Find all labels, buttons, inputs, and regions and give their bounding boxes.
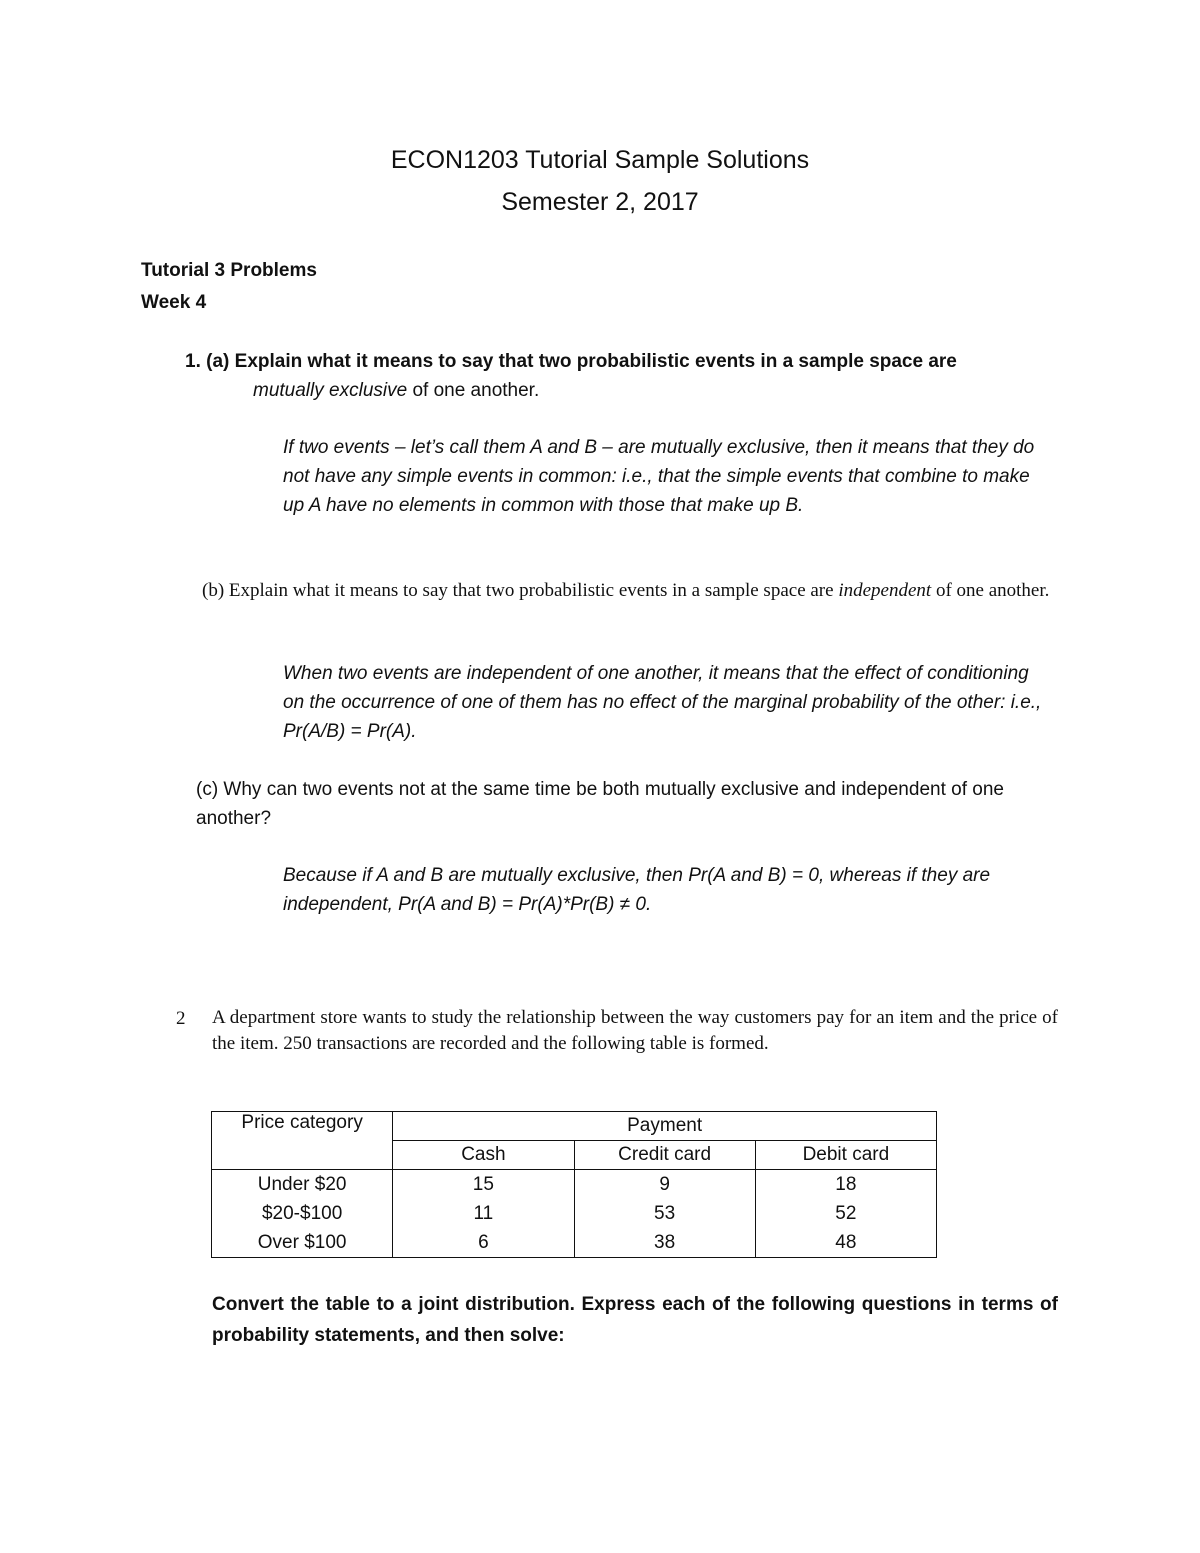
table-row [212, 1170, 937, 1200]
table-cell: 52 [755, 1199, 936, 1228]
answer-1a: If two events – let’s call them A and B – are mutually exclusive, then it means that they do not have any simple events in common: i.e., that the simple events that combine to make up A have no elements in common with those that make up B. [283, 437, 1035, 516]
question-number: 1. [185, 351, 201, 372]
question-2-instruction: Convert the table to a joint distribution. Express each of the following questions in terms of probability statements, and then solve: [212, 1294, 1058, 1346]
row-header-cell [212, 1112, 393, 1170]
table-cell: 48 [755, 1228, 936, 1258]
document-title: ECON1203 Tutorial Sample Solutions [390, 146, 810, 174]
question-1b [202, 577, 1058, 604]
column-header: Debit card [755, 1141, 936, 1170]
column-header: Cash [393, 1141, 574, 1170]
term-mutually-exclusive: mutually exclusive [253, 380, 408, 401]
table-cell: 18 [755, 1170, 936, 1200]
table-cell: 9 [574, 1170, 755, 1200]
answer-1b: When two events are independent of one another, it means that the effect of conditioning on the occurrence of one of them has no effect of the marginal probability of the other: i.e., Pr(A/B) = Pr(A). [283, 663, 1042, 742]
question-2-text: A department store wants to study the relationship between the way customers pay for an item and the price of the item. 250 transactions are recorded and the following table is formed. [212, 1007, 1058, 1054]
table-row [212, 1228, 937, 1258]
section-heading: Tutorial 3 Problems [141, 260, 317, 281]
row-header: Price category [241, 1112, 363, 1133]
question-1c: (c) Why can two events not at the same time be both mutually exclusive and independent of one another? [196, 779, 1004, 829]
answer-1c: Because if A and B are mutually exclusive, then Pr(A and B) = 0, whereas if they are independent, Pr(A and B) = Pr(A)*Pr(B) ≠ 0. [283, 865, 991, 915]
table-cell: 6 [393, 1228, 574, 1258]
question-1a-text: (a) Explain what it means to say that two probabilistic events in a sample space are [206, 351, 957, 372]
question-1a-continued [253, 376, 539, 405]
question-1a-rest: of one another. [407, 380, 540, 401]
term-independent: independent [838, 580, 932, 601]
table-cell: 38 [574, 1228, 755, 1258]
question-1a [185, 347, 1065, 376]
group-header-cell [393, 1112, 937, 1141]
group-header: Payment [627, 1115, 703, 1136]
table-cell: 15 [393, 1170, 574, 1200]
table-cell: 53 [574, 1199, 755, 1228]
question-1b-text: (b) Explain what it means to say that two probabilistic events in a sample space are [202, 580, 839, 601]
column-header: Credit card [574, 1141, 755, 1170]
table-row [212, 1199, 937, 1228]
table-cell: 11 [393, 1199, 574, 1228]
row-label: Under $20 [212, 1170, 393, 1200]
section-week: Week 4 [141, 292, 207, 313]
row-label: $20-$100 [212, 1199, 393, 1228]
document-subtitle: Semester 2, 2017 [501, 188, 699, 216]
question-1b-rest: of one another. [931, 580, 1050, 601]
question-2-number: 2 [176, 1008, 186, 1029]
payment-table [211, 1111, 937, 1258]
row-label: Over $100 [212, 1228, 393, 1258]
